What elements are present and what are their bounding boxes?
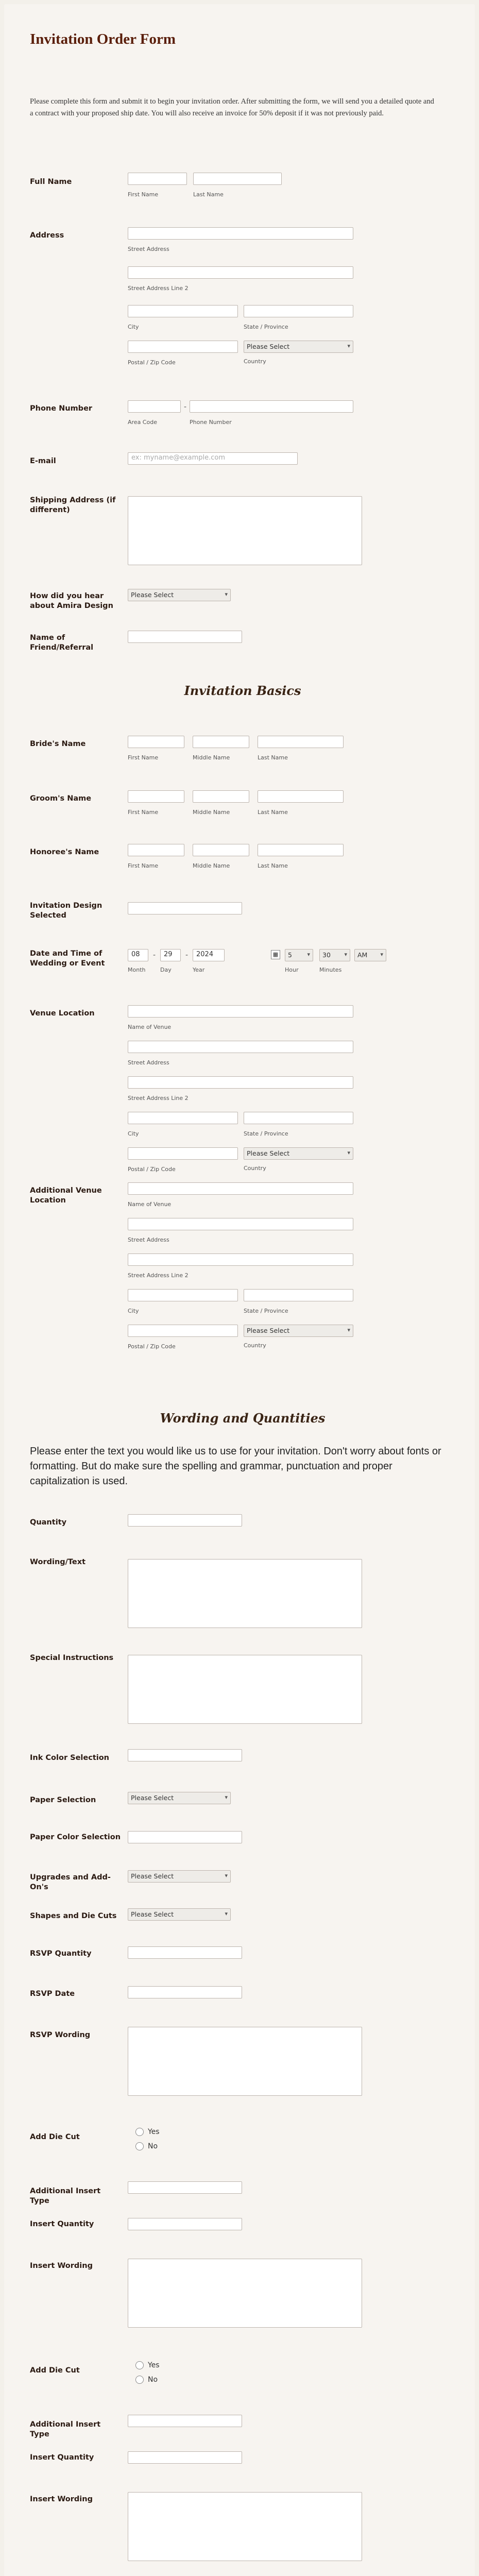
area-code-sublabel: Area Code (128, 419, 157, 426)
ink-label: Ink Color Selection (30, 1754, 110, 1762)
shipping-label: Shipping Address (if different) (30, 496, 116, 514)
date-sep-2: - (185, 951, 189, 959)
add-venue-name-input[interactable] (128, 1182, 353, 1195)
insert-quantity-input[interactable] (128, 2218, 242, 2230)
bride-label: Bride's Name (30, 740, 86, 748)
add-venue-street-sublabel: Street Address (128, 1236, 169, 1243)
last-name-sublabel: Last Name (193, 191, 224, 198)
month-input[interactable]: 08 (128, 949, 148, 961)
special-label: Special Instructions (30, 1654, 114, 1662)
postal-input[interactable] (128, 341, 238, 353)
street2-input[interactable] (128, 266, 353, 279)
honoree-label: Honoree's Name (30, 848, 99, 856)
quantity-input[interactable] (128, 1514, 242, 1527)
paper-color-input[interactable] (128, 1831, 242, 1843)
phone-sublabel: Phone Number (190, 419, 232, 426)
venue-street-input[interactable] (128, 1041, 353, 1053)
form-container (4, 4, 475, 2576)
first-name-sublabel: First Name (128, 191, 159, 198)
year-input[interactable]: 2024 (193, 949, 225, 961)
friend-input[interactable] (128, 631, 242, 643)
add-venue-state-input[interactable] (244, 1289, 353, 1301)
venue-label: Venue Location (30, 1009, 95, 1018)
insert-type-input[interactable] (128, 2181, 242, 2194)
rsvp-quantity-input[interactable] (128, 1946, 242, 1959)
add-venue-country-select[interactable]: Please Select ▾ (244, 1325, 353, 1337)
day-input[interactable]: 29 (160, 949, 181, 961)
add-venue-city-input[interactable] (128, 1289, 238, 1301)
year-sublabel: Year (193, 967, 205, 973)
hour-select[interactable]: 5 ▾ (285, 949, 313, 961)
insert-quantity-label: Insert Quantity (30, 2453, 94, 2462)
bride-last-sublabel: Last Name (258, 754, 288, 761)
die-cut-yes-label: Yes (148, 2361, 160, 2369)
street-sublabel: Street Address (128, 246, 169, 252)
add-venue-city-sublabel: City (128, 1308, 139, 1314)
area-code-input[interactable] (128, 400, 181, 413)
insert-type-input[interactable] (128, 2415, 242, 2427)
hear-select[interactable]: Please Select ▾ (128, 589, 231, 601)
email-label: E-mail (30, 457, 56, 465)
month-sublabel: Month (128, 967, 146, 973)
die-cut-yes-radio[interactable] (135, 2361, 144, 2369)
groom-first-input[interactable] (128, 790, 184, 803)
country-select[interactable]: Please Select ▾ (244, 341, 353, 353)
add-die-cut-label: Add Die Cut (30, 2366, 80, 2375)
shapes-label: Shapes and Die Cuts (30, 1912, 117, 1920)
insert-type-label: Additional Insert Type (30, 2420, 101, 2438)
shapes-select[interactable]: Please Select ▾ (128, 1908, 231, 1921)
phone-dash: - (184, 403, 187, 411)
day-sublabel: Day (160, 967, 172, 973)
venue-city-input[interactable] (128, 1112, 238, 1124)
honoree-last-input[interactable] (258, 844, 344, 856)
venue-name-sublabel: Name of Venue (128, 1024, 172, 1030)
venue-street2-sublabel: Street Address Line 2 (128, 1095, 189, 1101)
paper-selection-select[interactable]: Please Select ▾ (128, 1792, 231, 1804)
design-input[interactable] (128, 902, 242, 914)
wording-intro: Please enter the text you would like us to use for your invitation. Don't worry about fonts or formatting. But do make sure the spelling and grammar, punctuation and proper capitalization is used. (30, 1446, 441, 1487)
die-cut-yes-radio[interactable] (135, 2128, 144, 2136)
date-label: Date and Time of Wedding or Event (30, 950, 105, 968)
full-name-label: Full Name (30, 178, 72, 186)
honoree-first-sublabel: First Name (128, 862, 159, 869)
friend-label: Name of Friend/Referral (30, 634, 94, 652)
hear-label: How did you hear about Amira Design (30, 592, 113, 610)
add-venue-label: Additional Venue Location (30, 1187, 102, 1205)
add-venue-street2-input[interactable] (128, 1253, 353, 1266)
add-die-cut-label: Add Die Cut (30, 2133, 80, 2141)
honoree-middle-input[interactable] (193, 844, 249, 856)
shipping-textarea[interactable] (128, 496, 362, 565)
hour-sublabel: Hour (285, 967, 299, 973)
add-venue-state-sublabel: State / Province (244, 1308, 288, 1314)
paper-color-label: Paper Color Selection (30, 1833, 121, 1841)
street2-sublabel: Street Address Line 2 (128, 285, 189, 292)
groom-label: Groom's Name (30, 794, 92, 803)
venue-name-input[interactable] (128, 1005, 353, 1018)
city-input[interactable] (128, 305, 238, 317)
insert-wording-textarea[interactable] (128, 2259, 362, 2328)
city-sublabel: City (128, 324, 139, 330)
special-textarea[interactable] (128, 1655, 362, 1724)
email-input[interactable]: ex: myname@example.com (128, 452, 298, 465)
die-cut-yes-label: Yes (148, 2128, 160, 2136)
add-venue-name-sublabel: Name of Venue (128, 1201, 172, 1208)
honoree-first-input[interactable] (128, 844, 184, 856)
first-name-input[interactable] (128, 173, 187, 185)
rsvp-wording-textarea[interactable] (128, 2027, 362, 2096)
honoree-last-sublabel: Last Name (258, 862, 288, 869)
insert-wording-textarea[interactable] (128, 2492, 362, 2561)
venue-street2-input[interactable] (128, 1076, 353, 1089)
quantity-label: Quantity (30, 1518, 67, 1527)
state-sublabel: State / Province (244, 324, 288, 330)
calendar-icon[interactable]: ▦ (271, 950, 280, 959)
wording-text-label: Wording/Text (30, 1558, 86, 1566)
venue-street-sublabel: Street Address (128, 1059, 169, 1066)
honoree-middle-sublabel: Middle Name (193, 862, 230, 869)
add-venue-street-input[interactable] (128, 1218, 353, 1230)
groom-last-sublabel: Last Name (258, 809, 288, 816)
section-invitation-basics: Invitation Basics (184, 683, 301, 698)
ampm-select[interactable]: AM ▾ (354, 949, 386, 961)
venue-city-sublabel: City (128, 1130, 139, 1137)
bride-last-input[interactable] (258, 736, 344, 748)
design-label: Invitation Design Selected (30, 902, 102, 920)
street-input[interactable] (128, 227, 353, 240)
venue-postal-input[interactable] (128, 1147, 238, 1160)
country-sublabel: Country (244, 358, 266, 365)
date-sep-1: - (153, 951, 156, 959)
page-title: Invitation Order Form (30, 31, 176, 47)
paper-selection-label: Paper Selection (30, 1796, 96, 1804)
last-name-input[interactable] (193, 173, 282, 185)
upgrades-select[interactable]: Please Select ▾ (128, 1870, 231, 1883)
insert-quantity-label: Insert Quantity (30, 2220, 94, 2228)
phone-label: Phone Number (30, 404, 93, 413)
die-cut-no-label: No (148, 2376, 158, 2384)
state-input[interactable] (244, 305, 353, 317)
rsvp-quantity-label: RSVP Quantity (30, 1950, 92, 1958)
venue-country-select[interactable]: Please Select ▾ (244, 1147, 353, 1160)
add-venue-country-sublabel: Country (244, 1342, 266, 1349)
insert-wording-label: Insert Wording (30, 2262, 93, 2270)
insert-quantity-input[interactable] (128, 2451, 242, 2464)
section-wording-quantities: Wording and Quantities (160, 1411, 326, 1426)
minutes-select[interactable]: 30 ▾ (319, 949, 350, 961)
die-cut-no-radio[interactable] (135, 2142, 144, 2150)
die-cut-no-label: No (148, 2142, 158, 2150)
die-cut-no-radio[interactable] (135, 2376, 144, 2384)
add-venue-postal-input[interactable] (128, 1325, 238, 1337)
venue-postal-sublabel: Postal / Zip Code (128, 1166, 176, 1173)
add-venue-street2-sublabel: Street Address Line 2 (128, 1272, 189, 1279)
form-intro: Please complete this form and submit it to begin your invitation order. After submitting the form, we will send you a detailed quote and a contract with your proposed ship date. You will also receive an invoice for 50% deposit if it was not previously paid. (30, 97, 434, 118)
ink-input[interactable] (128, 1749, 242, 1761)
minutes-sublabel: Minutes (319, 967, 342, 973)
groom-middle-sublabel: Middle Name (193, 809, 230, 816)
groom-middle-input[interactable] (193, 790, 249, 803)
bride-first-sublabel: First Name (128, 754, 159, 761)
bride-middle-sublabel: Middle Name (193, 754, 230, 761)
groom-last-input[interactable] (258, 790, 344, 803)
venue-state-input[interactable] (244, 1112, 353, 1124)
address-label: Address (30, 231, 64, 240)
groom-first-sublabel: First Name (128, 809, 159, 816)
wording-textarea[interactable] (128, 1559, 362, 1628)
bride-first-input[interactable] (128, 736, 184, 748)
rsvp-date-input[interactable] (128, 1986, 242, 1998)
venue-country-sublabel: Country (244, 1165, 266, 1172)
add-venue-postal-sublabel: Postal / Zip Code (128, 1343, 176, 1350)
rsvp-date-label: RSVP Date (30, 1990, 75, 1998)
venue-state-sublabel: State / Province (244, 1130, 288, 1137)
postal-sublabel: Postal / Zip Code (128, 359, 176, 366)
phone-input[interactable] (190, 400, 353, 413)
rsvp-wording-label: RSVP Wording (30, 2031, 91, 2039)
bride-middle-input[interactable] (193, 736, 249, 748)
insert-wording-label: Insert Wording (30, 2495, 93, 2503)
insert-type-label: Additional Insert Type (30, 2187, 101, 2205)
upgrades-label: Upgrades and Add-On's (30, 1873, 111, 1891)
